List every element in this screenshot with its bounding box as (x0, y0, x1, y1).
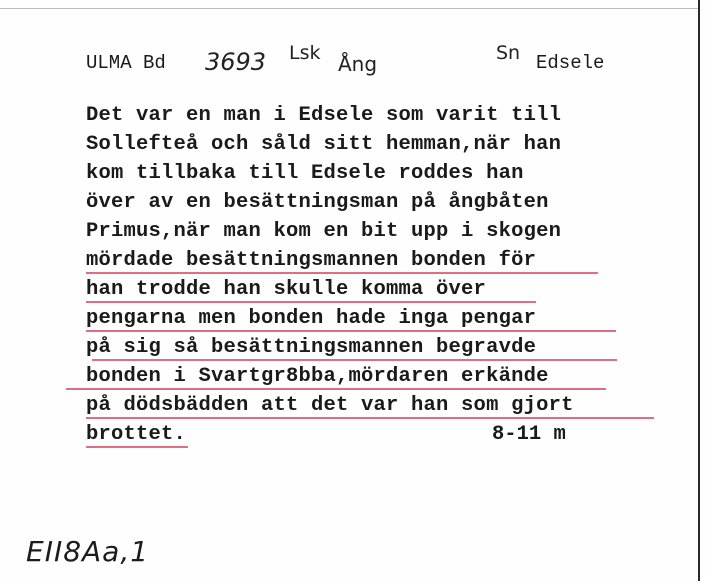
body-line: Det var en man i Edsele som varit till (86, 104, 562, 127)
card-top-edge (0, 8, 700, 9)
body-line: på dödsbädden att det var han som gjort (86, 394, 574, 417)
page-reference: 8-11 m (492, 423, 566, 446)
body-line: på sig så besättningsmannen begravde (86, 336, 537, 359)
parish-name: Edsele (536, 52, 605, 74)
body-line: bonden i Svartgr8bba,mördaren erkände (86, 365, 549, 388)
sn-label: Sn (496, 42, 521, 64)
underline-mark (66, 388, 606, 390)
underline-mark (86, 446, 188, 448)
body-line: han trodde han skulle komma över (86, 278, 487, 301)
body-line: brottet. (86, 423, 187, 446)
underline-mark (86, 301, 536, 303)
volume-number: 3693 (205, 48, 267, 76)
archive-label: ULMA Bd (86, 52, 166, 74)
body-line: Primus,när man kom en bit upp i skogen (86, 220, 562, 243)
body-line: över av en besättningsman på ångbåten (86, 191, 549, 214)
archive-signature: EII8Aa,1 (26, 535, 150, 568)
card-right-edge (698, 0, 700, 581)
body-line: pengarna men bonden hade inga pengar (86, 307, 537, 330)
body-line: Sollefteå och såld sitt hemman,när han (86, 133, 562, 156)
underline-mark (86, 330, 616, 332)
underline-mark (86, 272, 598, 274)
body-line: kom tillbaka till Edsele roddes han (86, 162, 524, 185)
body-line: mördade besättningsmannen bonden för (86, 249, 537, 272)
underline-mark (92, 359, 617, 361)
lsk-label: Lsk (289, 42, 321, 64)
underline-mark (86, 417, 654, 419)
lsk-value: Ång (338, 52, 378, 76)
